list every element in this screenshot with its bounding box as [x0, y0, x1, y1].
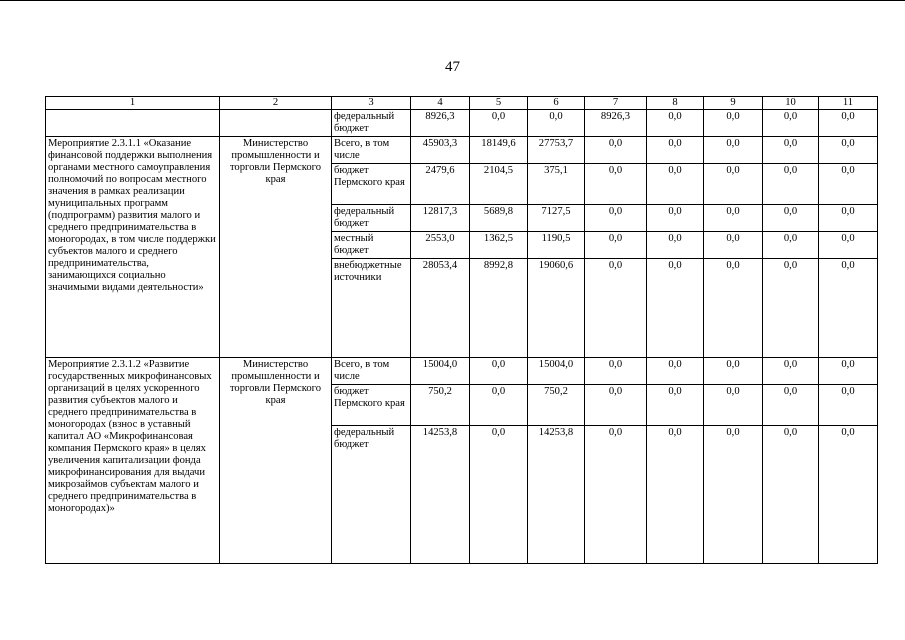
value-cell: 0,0 [819, 110, 878, 137]
executor: Министерство промышленности и торговли Пермского края [220, 137, 332, 358]
table-row [46, 137, 878, 164]
value-cell: 0,0 [585, 137, 647, 164]
value-cell: 0,0 [819, 358, 878, 385]
value-cell: 0,0 [819, 385, 878, 426]
funding-source: бюджет Пермского края [332, 385, 411, 426]
column-header: 8 [647, 97, 704, 110]
value-cell: 0,0 [647, 110, 704, 137]
column-header: 4 [411, 97, 470, 110]
value-cell: 14253,8 [411, 426, 470, 564]
value-cell: 0,0 [763, 232, 819, 259]
column-header: 11 [819, 97, 878, 110]
value-cell: 375,1 [528, 164, 585, 205]
column-header: 10 [763, 97, 819, 110]
value-cell: 0,0 [647, 358, 704, 385]
funding-source: внебюджетные источники [332, 259, 411, 358]
funding-source: федеральный бюджет [332, 205, 411, 232]
measure-name: Мероприятие 2.3.1.2 «Развитие государственных микрофинансовых организаций в целях ускоренного развития субъектов малого и среднего предпринимательства в моногородах (взнос в уставный капитал АО «Микрофинансовая компания Пермского края» в целях увеличения капитализации фонда микрофинансирования для выдачи микрозаймов субъектам малого и среднего предпринимательства в моногородах)» [46, 358, 220, 564]
value-cell: 12817,3 [411, 205, 470, 232]
value-cell: 0,0 [704, 259, 763, 358]
funding-source: федеральный бюджет [332, 426, 411, 564]
value-cell: 0,0 [470, 426, 528, 564]
budget-table [45, 96, 878, 564]
value-cell: 0,0 [647, 385, 704, 426]
column-header: 9 [704, 97, 763, 110]
value-cell: 0,0 [585, 205, 647, 232]
column-header: 2 [220, 97, 332, 110]
value-cell: 8926,3 [411, 110, 470, 137]
empty-cell [46, 110, 220, 137]
value-cell: 0,0 [470, 385, 528, 426]
value-cell: 0,0 [704, 205, 763, 232]
value-cell: 0,0 [819, 205, 878, 232]
value-cell: 750,2 [528, 385, 585, 426]
funding-source: бюджет Пермского края [332, 164, 411, 205]
value-cell: 8992,8 [470, 259, 528, 358]
value-cell: 2479,6 [411, 164, 470, 205]
column-header: 3 [332, 97, 411, 110]
value-cell: 0,0 [704, 137, 763, 164]
column-header: 7 [585, 97, 647, 110]
value-cell: 0,0 [585, 232, 647, 259]
value-cell: 18149,6 [470, 137, 528, 164]
value-cell: 0,0 [704, 426, 763, 564]
measure-name: Мероприятие 2.3.1.1 «Оказание финансовой поддержки выполнения органами местного самоуправления полномочий по вопросам местного значения в рамках реализации муниципальных программ (подпрограмм) развития малого и среднего предпринимательства в моногородах, в том числе поддержки субъектов малого и среднего предпринимательства, занимающихся социально значимыми видами деятельности» [46, 137, 220, 358]
value-cell: 14253,8 [528, 426, 585, 564]
value-cell: 15004,0 [411, 358, 470, 385]
value-cell: 28053,4 [411, 259, 470, 358]
value-cell: 0,0 [704, 385, 763, 426]
value-cell: 0,0 [585, 358, 647, 385]
column-header: 6 [528, 97, 585, 110]
value-cell: 45903,3 [411, 137, 470, 164]
value-cell: 750,2 [411, 385, 470, 426]
value-cell: 0,0 [819, 137, 878, 164]
value-cell: 0,0 [819, 232, 878, 259]
value-cell: 0,0 [470, 358, 528, 385]
value-cell: 7127,5 [528, 205, 585, 232]
value-cell: 0,0 [819, 259, 878, 358]
table-row [46, 110, 878, 137]
value-cell: 0,0 [647, 259, 704, 358]
value-cell: 0,0 [585, 385, 647, 426]
value-cell: 5689,8 [470, 205, 528, 232]
empty-cell [220, 110, 332, 137]
column-header: 5 [470, 97, 528, 110]
table-row [46, 358, 878, 385]
value-cell: 1190,5 [528, 232, 585, 259]
value-cell: 0,0 [763, 358, 819, 385]
funding-source: Всего, в том числе [332, 137, 411, 164]
funding-source: Всего, в том числе [332, 358, 411, 385]
executor: Министерство промышленности и торговли Пермского края [220, 358, 332, 564]
value-cell: 19060,6 [528, 259, 585, 358]
value-cell: 0,0 [704, 110, 763, 137]
value-cell: 0,0 [763, 259, 819, 358]
value-cell: 0,0 [763, 110, 819, 137]
value-cell: 0,0 [763, 164, 819, 205]
value-cell: 0,0 [704, 232, 763, 259]
value-cell: 0,0 [647, 137, 704, 164]
value-cell: 2553,0 [411, 232, 470, 259]
value-cell: 0,0 [647, 164, 704, 205]
value-cell: 0,0 [585, 164, 647, 205]
value-cell: 0,0 [763, 385, 819, 426]
value-cell: 8926,3 [585, 110, 647, 137]
column-number-row [46, 97, 878, 110]
value-cell: 15004,0 [528, 358, 585, 385]
value-cell: 1362,5 [470, 232, 528, 259]
value-cell: 0,0 [647, 426, 704, 564]
value-cell: 0,0 [585, 259, 647, 358]
funding-source: федеральный бюджет [332, 110, 411, 137]
value-cell: 0,0 [763, 137, 819, 164]
value-cell: 0,0 [647, 205, 704, 232]
value-cell: 0,0 [704, 358, 763, 385]
value-cell: 0,0 [819, 164, 878, 205]
funding-source: местный бюджет [332, 232, 411, 259]
value-cell: 0,0 [585, 426, 647, 564]
top-border-line [0, 0, 905, 1]
value-cell: 27753,7 [528, 137, 585, 164]
value-cell: 2104,5 [470, 164, 528, 205]
value-cell: 0,0 [470, 110, 528, 137]
value-cell: 0,0 [528, 110, 585, 137]
value-cell: 0,0 [704, 164, 763, 205]
value-cell: 0,0 [763, 205, 819, 232]
value-cell: 0,0 [819, 426, 878, 564]
value-cell: 0,0 [763, 426, 819, 564]
page-number: 47 [445, 59, 460, 75]
column-header: 1 [46, 97, 220, 110]
value-cell: 0,0 [647, 232, 704, 259]
